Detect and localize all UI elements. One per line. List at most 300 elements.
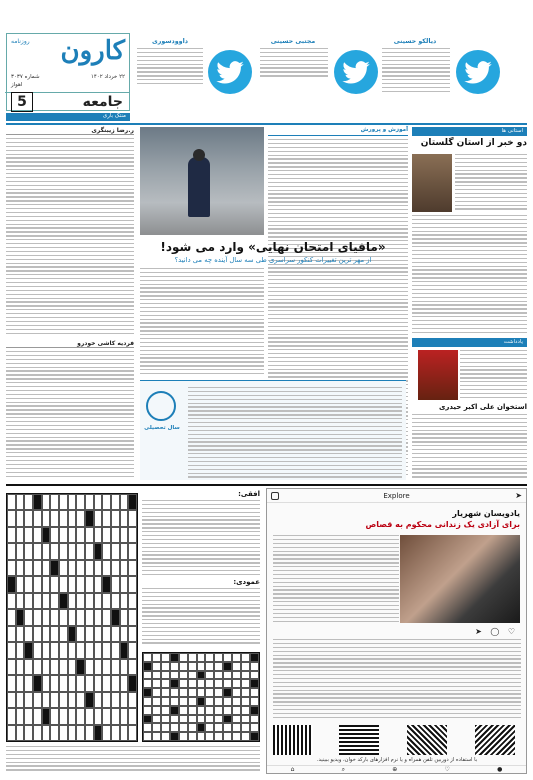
sudoku-cell[interactable] <box>205 732 214 741</box>
sudoku-cell[interactable] <box>143 662 152 671</box>
camera-icon[interactable] <box>271 492 279 500</box>
crossword-cell[interactable] <box>102 576 111 592</box>
crossword-cell[interactable] <box>76 626 85 642</box>
sudoku-cell[interactable] <box>152 715 161 724</box>
crossword-cell[interactable] <box>42 576 51 592</box>
sudoku-cell[interactable] <box>188 723 197 732</box>
crossword-cell[interactable] <box>59 560 68 576</box>
sudoku-cell[interactable] <box>152 723 161 732</box>
crossword-cell[interactable] <box>102 725 111 741</box>
crossword-cell[interactable] <box>50 494 59 510</box>
crossword-cell[interactable] <box>24 675 33 691</box>
sudoku-cell[interactable] <box>232 732 241 741</box>
sudoku-cell[interactable] <box>188 688 197 697</box>
crossword-cell[interactable] <box>42 560 51 576</box>
sudoku-cell[interactable] <box>188 671 197 680</box>
sudoku-cell[interactable] <box>223 679 232 688</box>
crossword-cell[interactable] <box>85 576 94 592</box>
sudoku-cell[interactable] <box>241 679 250 688</box>
sudoku-cell[interactable] <box>205 679 214 688</box>
crossword-cell[interactable] <box>16 543 25 559</box>
crossword-cell[interactable] <box>68 692 77 708</box>
crossword-cell[interactable] <box>94 593 103 609</box>
sudoku-cell[interactable] <box>197 653 206 662</box>
send-icon[interactable]: ➤ <box>515 491 522 500</box>
sudoku-cell[interactable] <box>170 715 179 724</box>
crossword-cell[interactable] <box>76 576 85 592</box>
crossword-cell[interactable] <box>42 593 51 609</box>
sudoku-cell[interactable] <box>214 688 223 697</box>
crossword-cell[interactable] <box>33 642 42 658</box>
crossword-cell[interactable] <box>102 510 111 526</box>
sudoku-cell[interactable] <box>161 706 170 715</box>
sudoku-cell[interactable] <box>223 688 232 697</box>
crossword-cell[interactable] <box>42 543 51 559</box>
crossword-cell[interactable] <box>111 527 120 543</box>
crossword-cell[interactable] <box>59 642 68 658</box>
crossword-cell[interactable] <box>24 692 33 708</box>
crossword-cell[interactable] <box>33 725 42 741</box>
crossword-cell[interactable] <box>16 576 25 592</box>
sudoku-cell[interactable] <box>143 679 152 688</box>
crossword-cell[interactable] <box>33 543 42 559</box>
crossword-cell[interactable] <box>128 543 137 559</box>
crossword-cell[interactable] <box>128 659 137 675</box>
sudoku-cell[interactable] <box>143 715 152 724</box>
crossword-cell[interactable] <box>7 527 16 543</box>
crossword-cell[interactable] <box>59 527 68 543</box>
crossword-cell[interactable] <box>85 494 94 510</box>
sudoku-cell[interactable] <box>205 662 214 671</box>
sudoku-cell[interactable] <box>197 732 206 741</box>
sudoku-cell[interactable] <box>188 679 197 688</box>
crossword-cell[interactable] <box>7 659 16 675</box>
crossword-cell[interactable] <box>16 609 25 625</box>
sudoku-cell[interactable] <box>214 723 223 732</box>
crossword-cell[interactable] <box>85 692 94 708</box>
sudoku-cell[interactable] <box>223 706 232 715</box>
sudoku-cell[interactable] <box>179 723 188 732</box>
crossword-cell[interactable] <box>7 576 16 592</box>
sudoku-cell[interactable] <box>214 697 223 706</box>
crossword-cell[interactable] <box>102 675 111 691</box>
crossword-cell[interactable] <box>59 708 68 724</box>
crossword-cell[interactable] <box>76 494 85 510</box>
crossword-cell[interactable] <box>7 725 16 741</box>
crossword-cell[interactable] <box>7 560 16 576</box>
crossword-cell[interactable] <box>111 626 120 642</box>
sudoku-cell[interactable] <box>223 723 232 732</box>
crossword-cell[interactable] <box>68 642 77 658</box>
crossword-cell[interactable] <box>16 708 25 724</box>
crossword-cell[interactable] <box>16 659 25 675</box>
crossword-grid[interactable] <box>6 493 138 742</box>
crossword-cell[interactable] <box>94 659 103 675</box>
crossword-cell[interactable] <box>42 675 51 691</box>
sudoku-cell[interactable] <box>214 732 223 741</box>
sudoku-cell[interactable] <box>205 697 214 706</box>
crossword-cell[interactable] <box>94 626 103 642</box>
crossword-cell[interactable] <box>76 725 85 741</box>
crossword-cell[interactable] <box>102 560 111 576</box>
crossword-cell[interactable] <box>111 576 120 592</box>
sudoku-cell[interactable] <box>205 653 214 662</box>
sudoku-cell[interactable] <box>250 706 259 715</box>
crossword-cell[interactable] <box>85 593 94 609</box>
sudoku-cell[interactable] <box>205 671 214 680</box>
crossword-cell[interactable] <box>102 609 111 625</box>
sudoku-cell[interactable] <box>232 715 241 724</box>
sudoku-cell[interactable] <box>179 653 188 662</box>
insta-nav[interactable] <box>267 765 526 773</box>
crossword-cell[interactable] <box>76 510 85 526</box>
sudoku-cell[interactable] <box>161 688 170 697</box>
crossword-cell[interactable] <box>59 576 68 592</box>
crossword-cell[interactable] <box>7 708 16 724</box>
crossword-cell[interactable] <box>128 642 137 658</box>
crossword-cell[interactable] <box>7 675 16 691</box>
sudoku-cell[interactable] <box>232 679 241 688</box>
crossword-cell[interactable] <box>42 609 51 625</box>
sudoku-cell[interactable] <box>179 671 188 680</box>
sudoku-cell[interactable] <box>170 653 179 662</box>
sudoku-cell[interactable] <box>188 706 197 715</box>
sudoku-cell[interactable] <box>223 732 232 741</box>
crossword-cell[interactable] <box>85 675 94 691</box>
sudoku-cell[interactable] <box>250 662 259 671</box>
crossword-cell[interactable] <box>94 642 103 658</box>
crossword-cell[interactable] <box>24 576 33 592</box>
crossword-cell[interactable] <box>50 642 59 658</box>
sudoku-cell[interactable] <box>170 723 179 732</box>
sudoku-cell[interactable] <box>241 715 250 724</box>
crossword-cell[interactable] <box>68 659 77 675</box>
crossword-cell[interactable] <box>120 560 129 576</box>
sudoku-cell[interactable] <box>152 679 161 688</box>
crossword-cell[interactable] <box>50 659 59 675</box>
crossword-cell[interactable] <box>76 708 85 724</box>
crossword-cell[interactable] <box>68 543 77 559</box>
search-icon[interactable]: ⌕ <box>341 765 346 773</box>
sudoku-cell[interactable] <box>143 653 152 662</box>
sudoku-cell[interactable] <box>143 732 152 741</box>
sudoku-cell[interactable] <box>170 732 179 741</box>
sudoku-cell[interactable] <box>232 662 241 671</box>
crossword-cell[interactable] <box>24 642 33 658</box>
sudoku-cell[interactable] <box>223 671 232 680</box>
crossword-cell[interactable] <box>50 708 59 724</box>
sudoku-cell[interactable] <box>161 653 170 662</box>
sudoku-cell[interactable] <box>205 688 214 697</box>
crossword-cell[interactable] <box>85 543 94 559</box>
crossword-cell[interactable] <box>111 642 120 658</box>
crossword-cell[interactable] <box>7 609 16 625</box>
sudoku-cell[interactable] <box>197 671 206 680</box>
crossword-cell[interactable] <box>50 675 59 691</box>
crossword-cell[interactable] <box>68 527 77 543</box>
sudoku-grid[interactable] <box>142 652 260 742</box>
crossword-cell[interactable] <box>85 626 94 642</box>
sudoku-cell[interactable] <box>143 723 152 732</box>
sudoku-cell[interactable] <box>214 715 223 724</box>
crossword-cell[interactable] <box>50 609 59 625</box>
sudoku-cell[interactable] <box>143 688 152 697</box>
crossword-cell[interactable] <box>16 692 25 708</box>
crossword-cell[interactable] <box>24 725 33 741</box>
sudoku-cell[interactable] <box>250 679 259 688</box>
sudoku-cell[interactable] <box>170 671 179 680</box>
crossword-cell[interactable] <box>111 560 120 576</box>
crossword-cell[interactable] <box>94 560 103 576</box>
crossword-cell[interactable] <box>128 626 137 642</box>
crossword-cell[interactable] <box>24 543 33 559</box>
sudoku-cell[interactable] <box>170 662 179 671</box>
crossword-cell[interactable] <box>68 494 77 510</box>
crossword-cell[interactable] <box>33 560 42 576</box>
crossword-cell[interactable] <box>128 560 137 576</box>
crossword-cell[interactable] <box>94 725 103 741</box>
sudoku-cell[interactable] <box>250 688 259 697</box>
sudoku-cell[interactable] <box>188 732 197 741</box>
crossword-cell[interactable] <box>16 527 25 543</box>
crossword-cell[interactable] <box>85 609 94 625</box>
crossword-cell[interactable] <box>59 725 68 741</box>
crossword-cell[interactable] <box>102 527 111 543</box>
sudoku-cell[interactable] <box>241 688 250 697</box>
crossword-cell[interactable] <box>128 527 137 543</box>
crossword-cell[interactable] <box>33 692 42 708</box>
sudoku-cell[interactable] <box>232 653 241 662</box>
sudoku-cell[interactable] <box>179 715 188 724</box>
crossword-cell[interactable] <box>85 659 94 675</box>
crossword-cell[interactable] <box>33 708 42 724</box>
crossword-cell[interactable] <box>16 725 25 741</box>
crossword-cell[interactable] <box>42 626 51 642</box>
crossword-cell[interactable] <box>128 725 137 741</box>
crossword-cell[interactable] <box>94 675 103 691</box>
crossword-cell[interactable] <box>120 494 129 510</box>
crossword-cell[interactable] <box>16 560 25 576</box>
crossword-cell[interactable] <box>94 576 103 592</box>
crossword-cell[interactable] <box>68 725 77 741</box>
sudoku-cell[interactable] <box>161 662 170 671</box>
crossword-cell[interactable] <box>128 675 137 691</box>
crossword-cell[interactable] <box>59 609 68 625</box>
sudoku-cell[interactable] <box>250 653 259 662</box>
sudoku-cell[interactable] <box>223 715 232 724</box>
crossword-cell[interactable] <box>76 593 85 609</box>
crossword-cell[interactable] <box>42 659 51 675</box>
sudoku-cell[interactable] <box>205 723 214 732</box>
crossword-cell[interactable] <box>128 593 137 609</box>
crossword-cell[interactable] <box>7 494 16 510</box>
crossword-cell[interactable] <box>102 494 111 510</box>
crossword-cell[interactable] <box>120 626 129 642</box>
crossword-cell[interactable] <box>111 692 120 708</box>
sudoku-cell[interactable] <box>241 653 250 662</box>
crossword-cell[interactable] <box>42 642 51 658</box>
sudoku-cell[interactable] <box>161 671 170 680</box>
sudoku-cell[interactable] <box>143 706 152 715</box>
crossword-cell[interactable] <box>111 510 120 526</box>
sudoku-cell[interactable] <box>241 671 250 680</box>
sudoku-cell[interactable] <box>161 715 170 724</box>
sudoku-cell[interactable] <box>232 706 241 715</box>
sudoku-cell[interactable] <box>179 679 188 688</box>
sudoku-cell[interactable] <box>214 662 223 671</box>
crossword-cell[interactable] <box>120 593 129 609</box>
sudoku-cell[interactable] <box>250 697 259 706</box>
crossword-cell[interactable] <box>7 593 16 609</box>
crossword-cell[interactable] <box>102 593 111 609</box>
sudoku-cell[interactable] <box>241 706 250 715</box>
crossword-cell[interactable] <box>120 543 129 559</box>
crossword-cell[interactable] <box>102 659 111 675</box>
crossword-cell[interactable] <box>16 593 25 609</box>
crossword-cell[interactable] <box>50 576 59 592</box>
crossword-cell[interactable] <box>120 675 129 691</box>
crossword-cell[interactable] <box>76 543 85 559</box>
crossword-cell[interactable] <box>85 708 94 724</box>
crossword-cell[interactable] <box>24 626 33 642</box>
sudoku-cell[interactable] <box>179 688 188 697</box>
crossword-cell[interactable] <box>24 609 33 625</box>
crossword-cell[interactable] <box>128 510 137 526</box>
crossword-cell[interactable] <box>120 725 129 741</box>
profile-icon[interactable]: ● <box>497 766 503 773</box>
crossword-cell[interactable] <box>128 708 137 724</box>
sudoku-cell[interactable] <box>241 662 250 671</box>
crossword-cell[interactable] <box>76 642 85 658</box>
crossword-cell[interactable] <box>111 593 120 609</box>
crossword-cell[interactable] <box>33 510 42 526</box>
crossword-cell[interactable] <box>76 527 85 543</box>
crossword-cell[interactable] <box>33 576 42 592</box>
crossword-cell[interactable] <box>42 494 51 510</box>
sudoku-cell[interactable] <box>197 662 206 671</box>
crossword-cell[interactable] <box>59 593 68 609</box>
sudoku-cell[interactable] <box>197 697 206 706</box>
sudoku-cell[interactable] <box>143 697 152 706</box>
sudoku-cell[interactable] <box>152 662 161 671</box>
sudoku-cell[interactable] <box>143 671 152 680</box>
crossword-cell[interactable] <box>120 642 129 658</box>
sudoku-cell[interactable] <box>205 715 214 724</box>
crossword-cell[interactable] <box>42 510 51 526</box>
sudoku-cell[interactable] <box>188 715 197 724</box>
sudoku-cell[interactable] <box>205 706 214 715</box>
crossword-cell[interactable] <box>7 642 16 658</box>
crossword-cell[interactable] <box>102 708 111 724</box>
sudoku-cell[interactable] <box>223 697 232 706</box>
crossword-cell[interactable] <box>50 725 59 741</box>
crossword-cell[interactable] <box>16 626 25 642</box>
crossword-cell[interactable] <box>33 659 42 675</box>
crossword-cell[interactable] <box>102 626 111 642</box>
crossword-cell[interactable] <box>50 510 59 526</box>
sudoku-cell[interactable] <box>188 662 197 671</box>
crossword-cell[interactable] <box>76 675 85 691</box>
sudoku-cell[interactable] <box>232 688 241 697</box>
add-icon[interactable]: ⊕ <box>392 766 398 773</box>
crossword-cell[interactable] <box>42 692 51 708</box>
crossword-cell[interactable] <box>50 560 59 576</box>
crossword-cell[interactable] <box>7 692 16 708</box>
crossword-cell[interactable] <box>7 543 16 559</box>
crossword-cell[interactable] <box>85 560 94 576</box>
sudoku-cell[interactable] <box>152 706 161 715</box>
sudoku-cell[interactable] <box>223 662 232 671</box>
home-icon[interactable]: ⌂ <box>290 766 295 773</box>
crossword-cell[interactable] <box>16 494 25 510</box>
crossword-cell[interactable] <box>59 692 68 708</box>
sudoku-cell[interactable] <box>152 653 161 662</box>
crossword-cell[interactable] <box>76 692 85 708</box>
sudoku-cell[interactable] <box>161 679 170 688</box>
crossword-cell[interactable] <box>120 576 129 592</box>
sudoku-cell[interactable] <box>214 679 223 688</box>
crossword-cell[interactable] <box>94 692 103 708</box>
crossword-cell[interactable] <box>24 527 33 543</box>
crossword-cell[interactable] <box>59 543 68 559</box>
crossword-cell[interactable] <box>7 626 16 642</box>
crossword-cell[interactable] <box>120 510 129 526</box>
sudoku-cell[interactable] <box>214 671 223 680</box>
sudoku-cell[interactable] <box>161 697 170 706</box>
sudoku-cell[interactable] <box>214 653 223 662</box>
crossword-cell[interactable] <box>68 576 77 592</box>
crossword-cell[interactable] <box>94 609 103 625</box>
crossword-cell[interactable] <box>111 494 120 510</box>
sudoku-cell[interactable] <box>197 723 206 732</box>
sudoku-cell[interactable] <box>179 662 188 671</box>
crossword-cell[interactable] <box>33 527 42 543</box>
sudoku-cell[interactable] <box>170 697 179 706</box>
crossword-cell[interactable] <box>111 609 120 625</box>
sudoku-cell[interactable] <box>170 688 179 697</box>
sudoku-cell[interactable] <box>241 723 250 732</box>
sudoku-cell[interactable] <box>179 732 188 741</box>
crossword-cell[interactable] <box>128 576 137 592</box>
sudoku-cell[interactable] <box>214 706 223 715</box>
crossword-cell[interactable] <box>33 593 42 609</box>
crossword-cell[interactable] <box>111 725 120 741</box>
crossword-cell[interactable] <box>76 659 85 675</box>
crossword-cell[interactable] <box>76 609 85 625</box>
sudoku-cell[interactable] <box>188 653 197 662</box>
sudoku-cell[interactable] <box>197 706 206 715</box>
crossword-cell[interactable] <box>50 527 59 543</box>
crossword-cell[interactable] <box>24 593 33 609</box>
sudoku-cell[interactable] <box>170 679 179 688</box>
crossword-cell[interactable] <box>94 494 103 510</box>
crossword-cell[interactable] <box>120 527 129 543</box>
sudoku-cell[interactable] <box>241 732 250 741</box>
sudoku-cell[interactable] <box>170 706 179 715</box>
crossword-cell[interactable] <box>42 725 51 741</box>
crossword-cell[interactable] <box>33 626 42 642</box>
crossword-cell[interactable] <box>128 692 137 708</box>
crossword-cell[interactable] <box>120 609 129 625</box>
sudoku-cell[interactable] <box>232 723 241 732</box>
crossword-cell[interactable] <box>68 626 77 642</box>
crossword-cell[interactable] <box>59 626 68 642</box>
crossword-cell[interactable] <box>16 675 25 691</box>
crossword-cell[interactable] <box>68 593 77 609</box>
crossword-cell[interactable] <box>85 527 94 543</box>
crossword-cell[interactable] <box>85 642 94 658</box>
sudoku-cell[interactable] <box>232 697 241 706</box>
